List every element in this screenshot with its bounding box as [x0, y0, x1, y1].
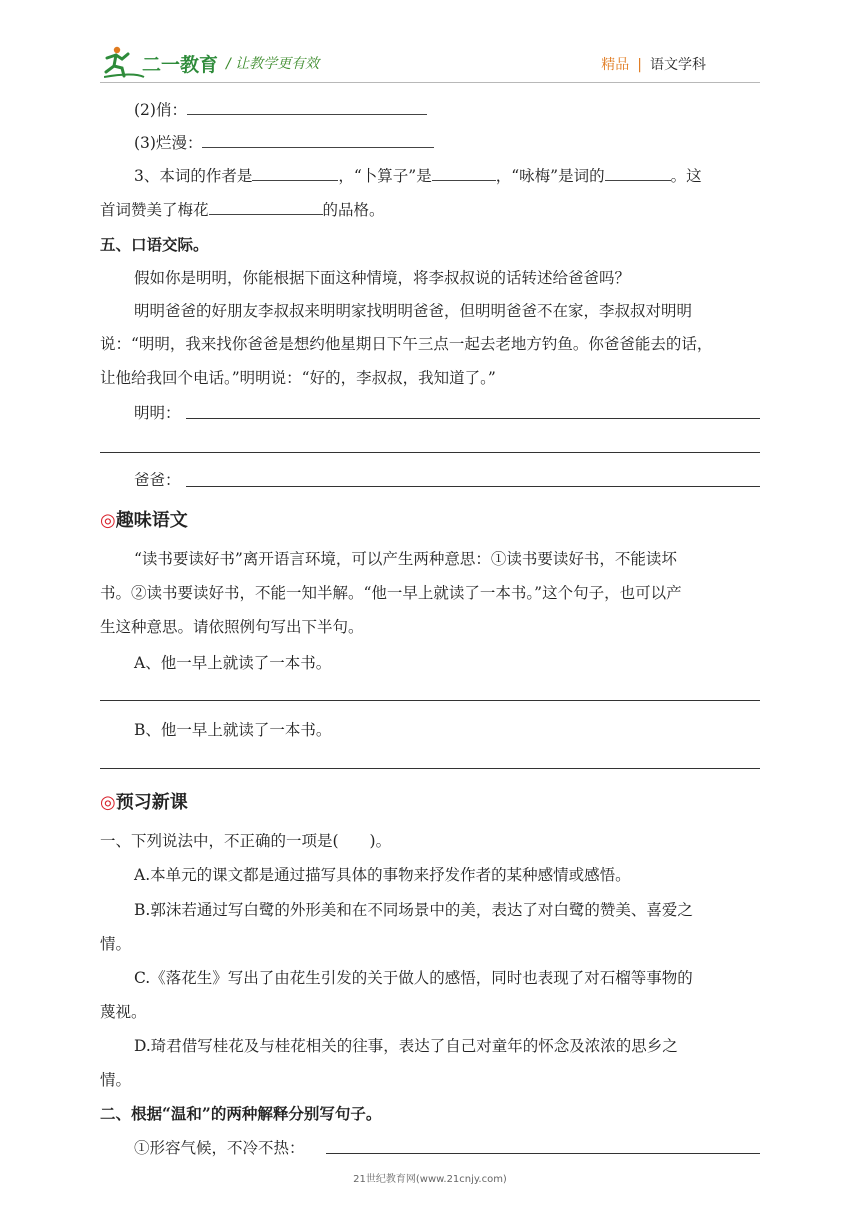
q2-item-3 — [134, 131, 434, 153]
answer-blank[interactable] — [202, 132, 434, 149]
s5-paragraph-1: 假如你是明明，你能根据下面这种情境，将李叔叔说的话转述给爸爸吗？ — [134, 269, 631, 287]
logo — [104, 44, 224, 82]
option-d-line-2: 情。 — [100, 1071, 132, 1089]
q3-line-1 — [134, 164, 702, 186]
section-5-title: 五、口语交际。 — [100, 235, 209, 254]
quality-label: 精品 — [601, 57, 630, 73]
answer-line[interactable] — [100, 452, 760, 453]
preview-title-text: 预习新课 — [115, 792, 188, 813]
q3-text-c: ，“咏梅”是词的 — [495, 167, 605, 185]
answer-line-b[interactable] — [100, 768, 760, 769]
subject-label: 语文学科 — [650, 57, 706, 73]
option-c-line-1: C.《落花生》写出了由花生引发的关于做人的感悟，同时也表现了对石榴等事物的 — [134, 969, 693, 987]
answer-line-baba[interactable] — [186, 486, 760, 487]
q3-text-d: 。这 — [670, 167, 702, 185]
section-preview-title — [100, 788, 188, 814]
fun-item-a: A、他一早上就读了一本书。 — [134, 654, 332, 672]
header-separator: | — [637, 57, 642, 73]
q3-line-2 — [100, 198, 385, 220]
header-rule — [100, 82, 760, 83]
option-d-line-1: D.琦君借写桂花及与桂花相关的往事，表达了自己对童年的怀念及浓浓的思乡之 — [134, 1037, 678, 1055]
preview-question-2: 二、根据“温和”的两种解释分别写句子。 — [100, 1104, 382, 1123]
answer-blank-character[interactable] — [209, 199, 323, 216]
page-footer: 21世纪教育网(www.21cnjy.com) — [353, 1174, 507, 1185]
answer-blank-cipai[interactable] — [432, 165, 496, 182]
answer-line-mingming[interactable] — [186, 418, 760, 419]
option-a: A.本单元的课文都是通过描写具体的事物来抒发作者的某种感情或感悟。 — [134, 866, 631, 884]
option-b-line-1: B.郭沫若通过写白鹭的外形美和在不同场景中的美，表达了对白鹭的赞美、喜爱之 — [134, 901, 693, 919]
header-right — [601, 54, 706, 74]
answer-line-q2-1[interactable] — [326, 1153, 760, 1154]
preview-question-1: 一、下列说法中，不正确的一项是( )。 — [100, 832, 392, 850]
answer-blank-author[interactable] — [252, 165, 338, 182]
fun-paragraph-3: 生这种意思。请依照例句写出下半句。 — [100, 618, 364, 636]
answer-line-a[interactable] — [100, 700, 760, 701]
s5-paragraph-2b: 说：“明明，我来找你爸爸是想约他星期日下午三点一起去老地方钓鱼。你爸爸能去的话， — [100, 335, 713, 353]
option-c-line-2: 蔑视。 — [100, 1003, 147, 1021]
answer-blank[interactable] — [187, 99, 427, 116]
preview-q2-item-1: ①形容气候，不冷不热： — [134, 1139, 305, 1157]
mingming-label: 明明： — [134, 404, 181, 422]
q3-text-b: ，“卜算子”是 — [338, 167, 432, 185]
q3-text-e: 首词赞美了梅花 — [100, 201, 209, 219]
q2-item-2 — [134, 98, 427, 120]
page-header — [0, 0, 860, 90]
section-fun-title — [100, 506, 188, 532]
fun-item-b: B、他一早上就读了一本书。 — [134, 721, 332, 739]
option-b-line-2: 情。 — [100, 935, 132, 953]
bullet-ring-icon: ◎ — [100, 792, 116, 813]
bullet-ring-icon: ◎ — [100, 510, 116, 531]
s5-paragraph-2c: 让他给我回个电话。”明明说：“好的，李叔叔，我知道了。” — [100, 369, 496, 387]
logo-text: 二一教育 — [142, 54, 219, 76]
fun-paragraph-1: “读书要读好书”离开语言环境，可以产生两种意思：①读书要读好书，不能读坏 — [134, 550, 677, 568]
q2-item-2-label: (2)俏： — [134, 101, 187, 119]
baba-label: 爸爸： — [134, 471, 181, 489]
q2-item-3-label: (3)烂漫： — [134, 134, 203, 152]
q3-text-a: 3、本词的作者是 — [134, 167, 253, 185]
slogan: / 让教学更有效 — [226, 56, 320, 72]
q3-text-f: 的品格。 — [322, 201, 385, 219]
fun-title-text: 趣味语文 — [115, 510, 188, 531]
answer-blank-title[interactable] — [605, 165, 671, 182]
fun-paragraph-2: 书。②读书要读好书，不能一知半解。“他一早上就读了一本书。”这个句子，也可以产 — [100, 584, 682, 602]
runner-icon — [104, 47, 144, 77]
s5-paragraph-2a: 明明爸爸的好朋友李叔叔来明明家找明明爸爸，但明明爸爸不在家，李叔叔对明明 — [134, 302, 693, 320]
